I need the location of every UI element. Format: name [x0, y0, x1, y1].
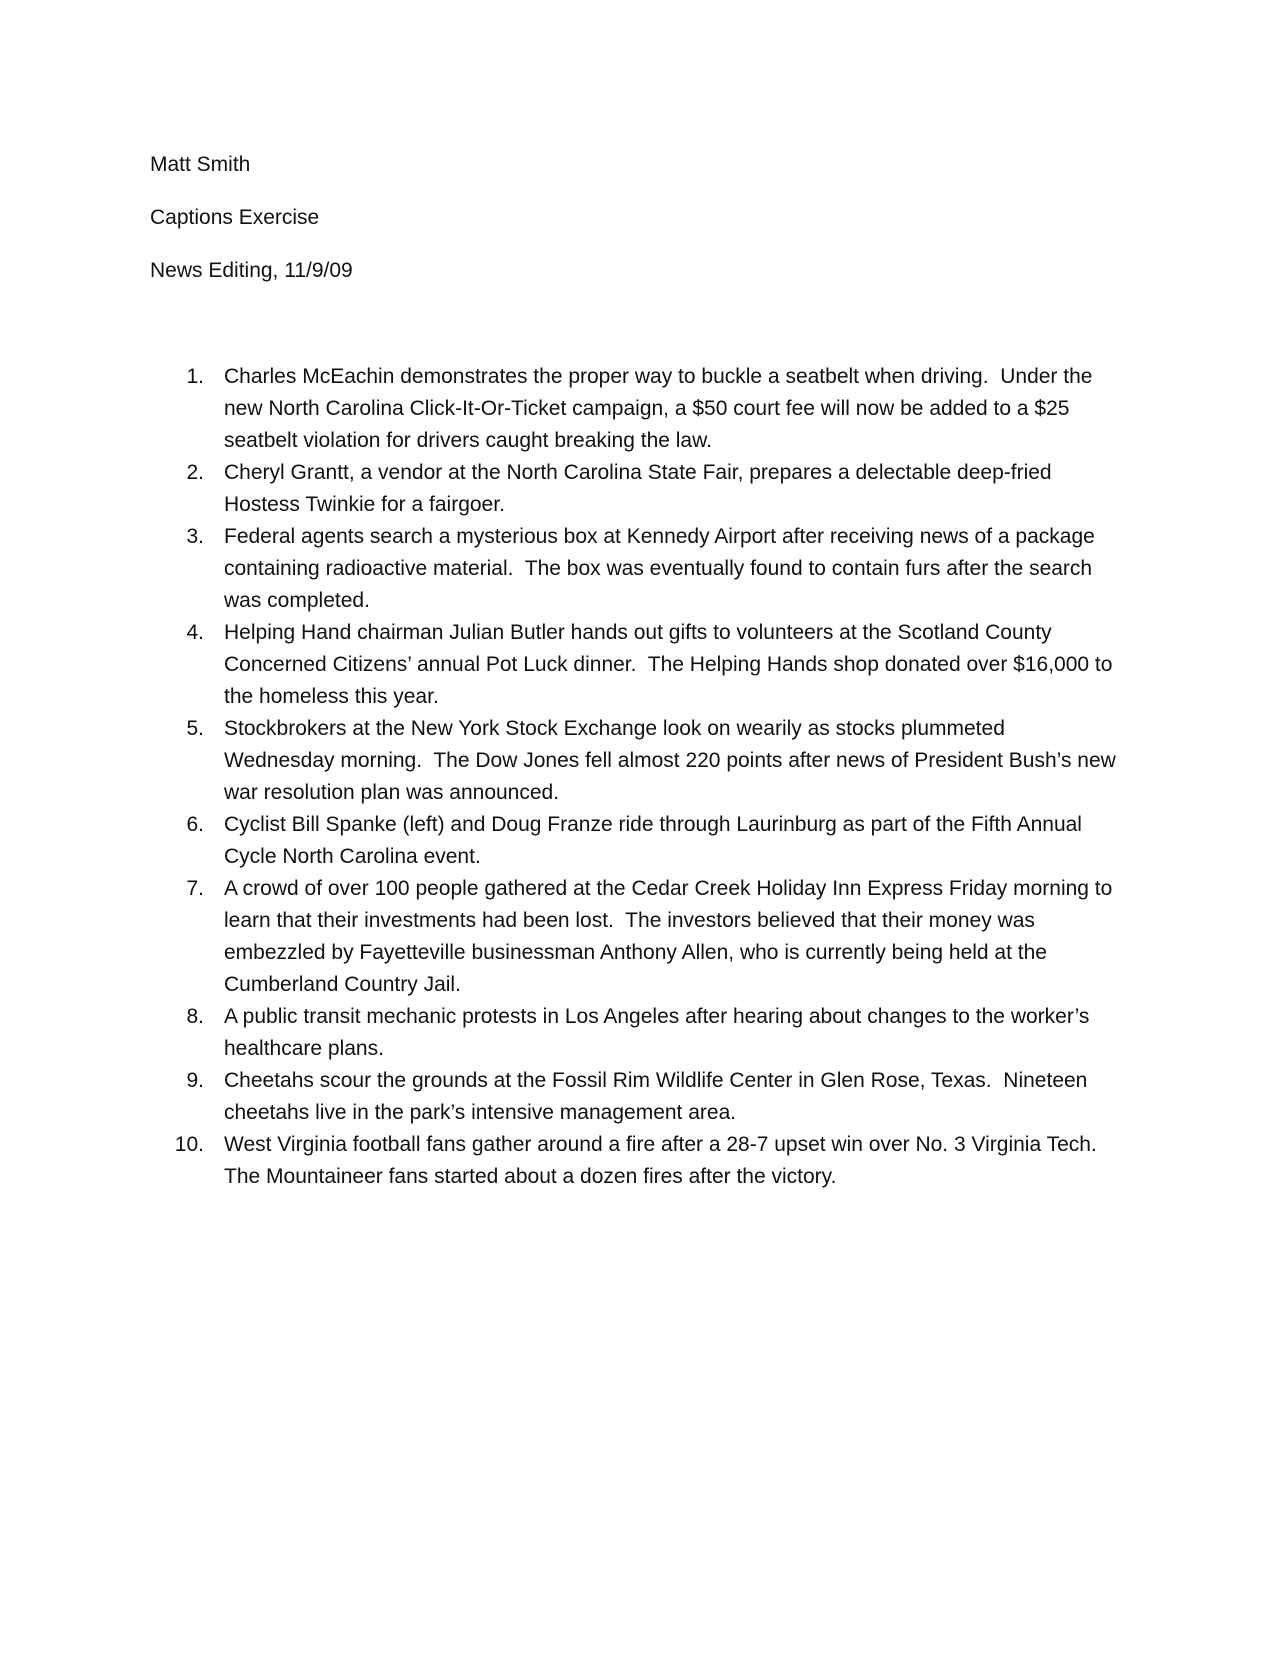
caption-text: Federal agents search a mysterious box at Kennedy Airport after receiving news of a package containing radioactive material. The box was eventually found to contain furs after the search was completed. [224, 525, 1101, 612]
caption-number: 2. [186, 461, 204, 484]
caption-number: 1. [186, 365, 204, 388]
assignment-title: Captions Exercise [150, 206, 320, 229]
caption-text: Stockbrokers at the New York Stock Exchange look on wearily as stocks plummeted Wednesday morning. The Dow Jones fell almost 220 points after news of President Bush’s new war resolution plan was announced. [224, 717, 1122, 804]
caption-item [0, 617, 1280, 713]
caption-number: 7. [186, 877, 204, 900]
caption-text: Cyclist Bill Spanke (left) and Doug Franze ride through Laurinburg as part of the Fifth Annual Cycle North Carolina event. [224, 813, 1088, 868]
caption-text: Cheryl Grantt, a vendor at the North Carolina State Fair, prepares a delectable deep-fried Hostess Twinkie for a fairgoer. [224, 461, 1058, 516]
caption-item [0, 457, 1280, 521]
caption-text: Charles McEachin demonstrates the proper way to buckle a seatbelt when driving. Under the new North Carolina Click-It-Or-Ticket campaign, a $50 court fee will now be added to a $25 seatbelt violation for drivers caught breaking the law. [224, 365, 1099, 452]
caption-item [0, 1065, 1280, 1129]
caption-item [0, 1129, 1280, 1193]
caption-number: 5. [186, 717, 204, 740]
caption-number: 9. [186, 1069, 204, 1092]
caption-item [0, 361, 1280, 457]
caption-text: Cheetahs scour the grounds at the Fossil Rim Wildlife Center in Glen Rose, Texas. Nineteen cheetahs live in the park’s intensive management area. [224, 1069, 1094, 1124]
caption-item [0, 521, 1280, 617]
course-and-date: News Editing, 11/9/09 [150, 259, 353, 282]
caption-text: A public transit mechanic protests in Los Angeles after hearing about changes to the worker’s healthcare plans. [224, 1005, 1096, 1060]
caption-text: West Virginia football fans gather around a fire after a 28-7 upset win over No. 3 Virginia Tech. The Mountaineer fans started about a dozen fires after the victory. [224, 1133, 1109, 1188]
caption-number: 10. [174, 1133, 204, 1156]
caption-number: 6. [186, 813, 204, 836]
caption-text: A crowd of over 100 people gathered at the Cedar Creek Holiday Inn Express Friday morning to learn that their investments had been lost. The investors believed that their money was embezzled by Fayetteville businessman Anthony Allen, who is currently being held at the Cumberland Country Jail. [224, 877, 1119, 996]
caption-number: 4. [186, 621, 204, 644]
caption-item [0, 873, 1280, 1001]
caption-item [0, 713, 1280, 809]
caption-number: 8. [186, 1005, 204, 1028]
caption-number: 3. [186, 525, 204, 548]
caption-list [0, 361, 1280, 1193]
caption-item [0, 809, 1280, 873]
caption-text: Helping Hand chairman Julian Butler hands out gifts to volunteers at the Scotland County Concerned Citizens’ annual Pot Luck dinner. The Helping Hands shop donated over $16,000 to the homeless this year. [224, 621, 1119, 708]
caption-item [0, 1001, 1280, 1065]
author-name: Matt Smith [150, 153, 251, 176]
